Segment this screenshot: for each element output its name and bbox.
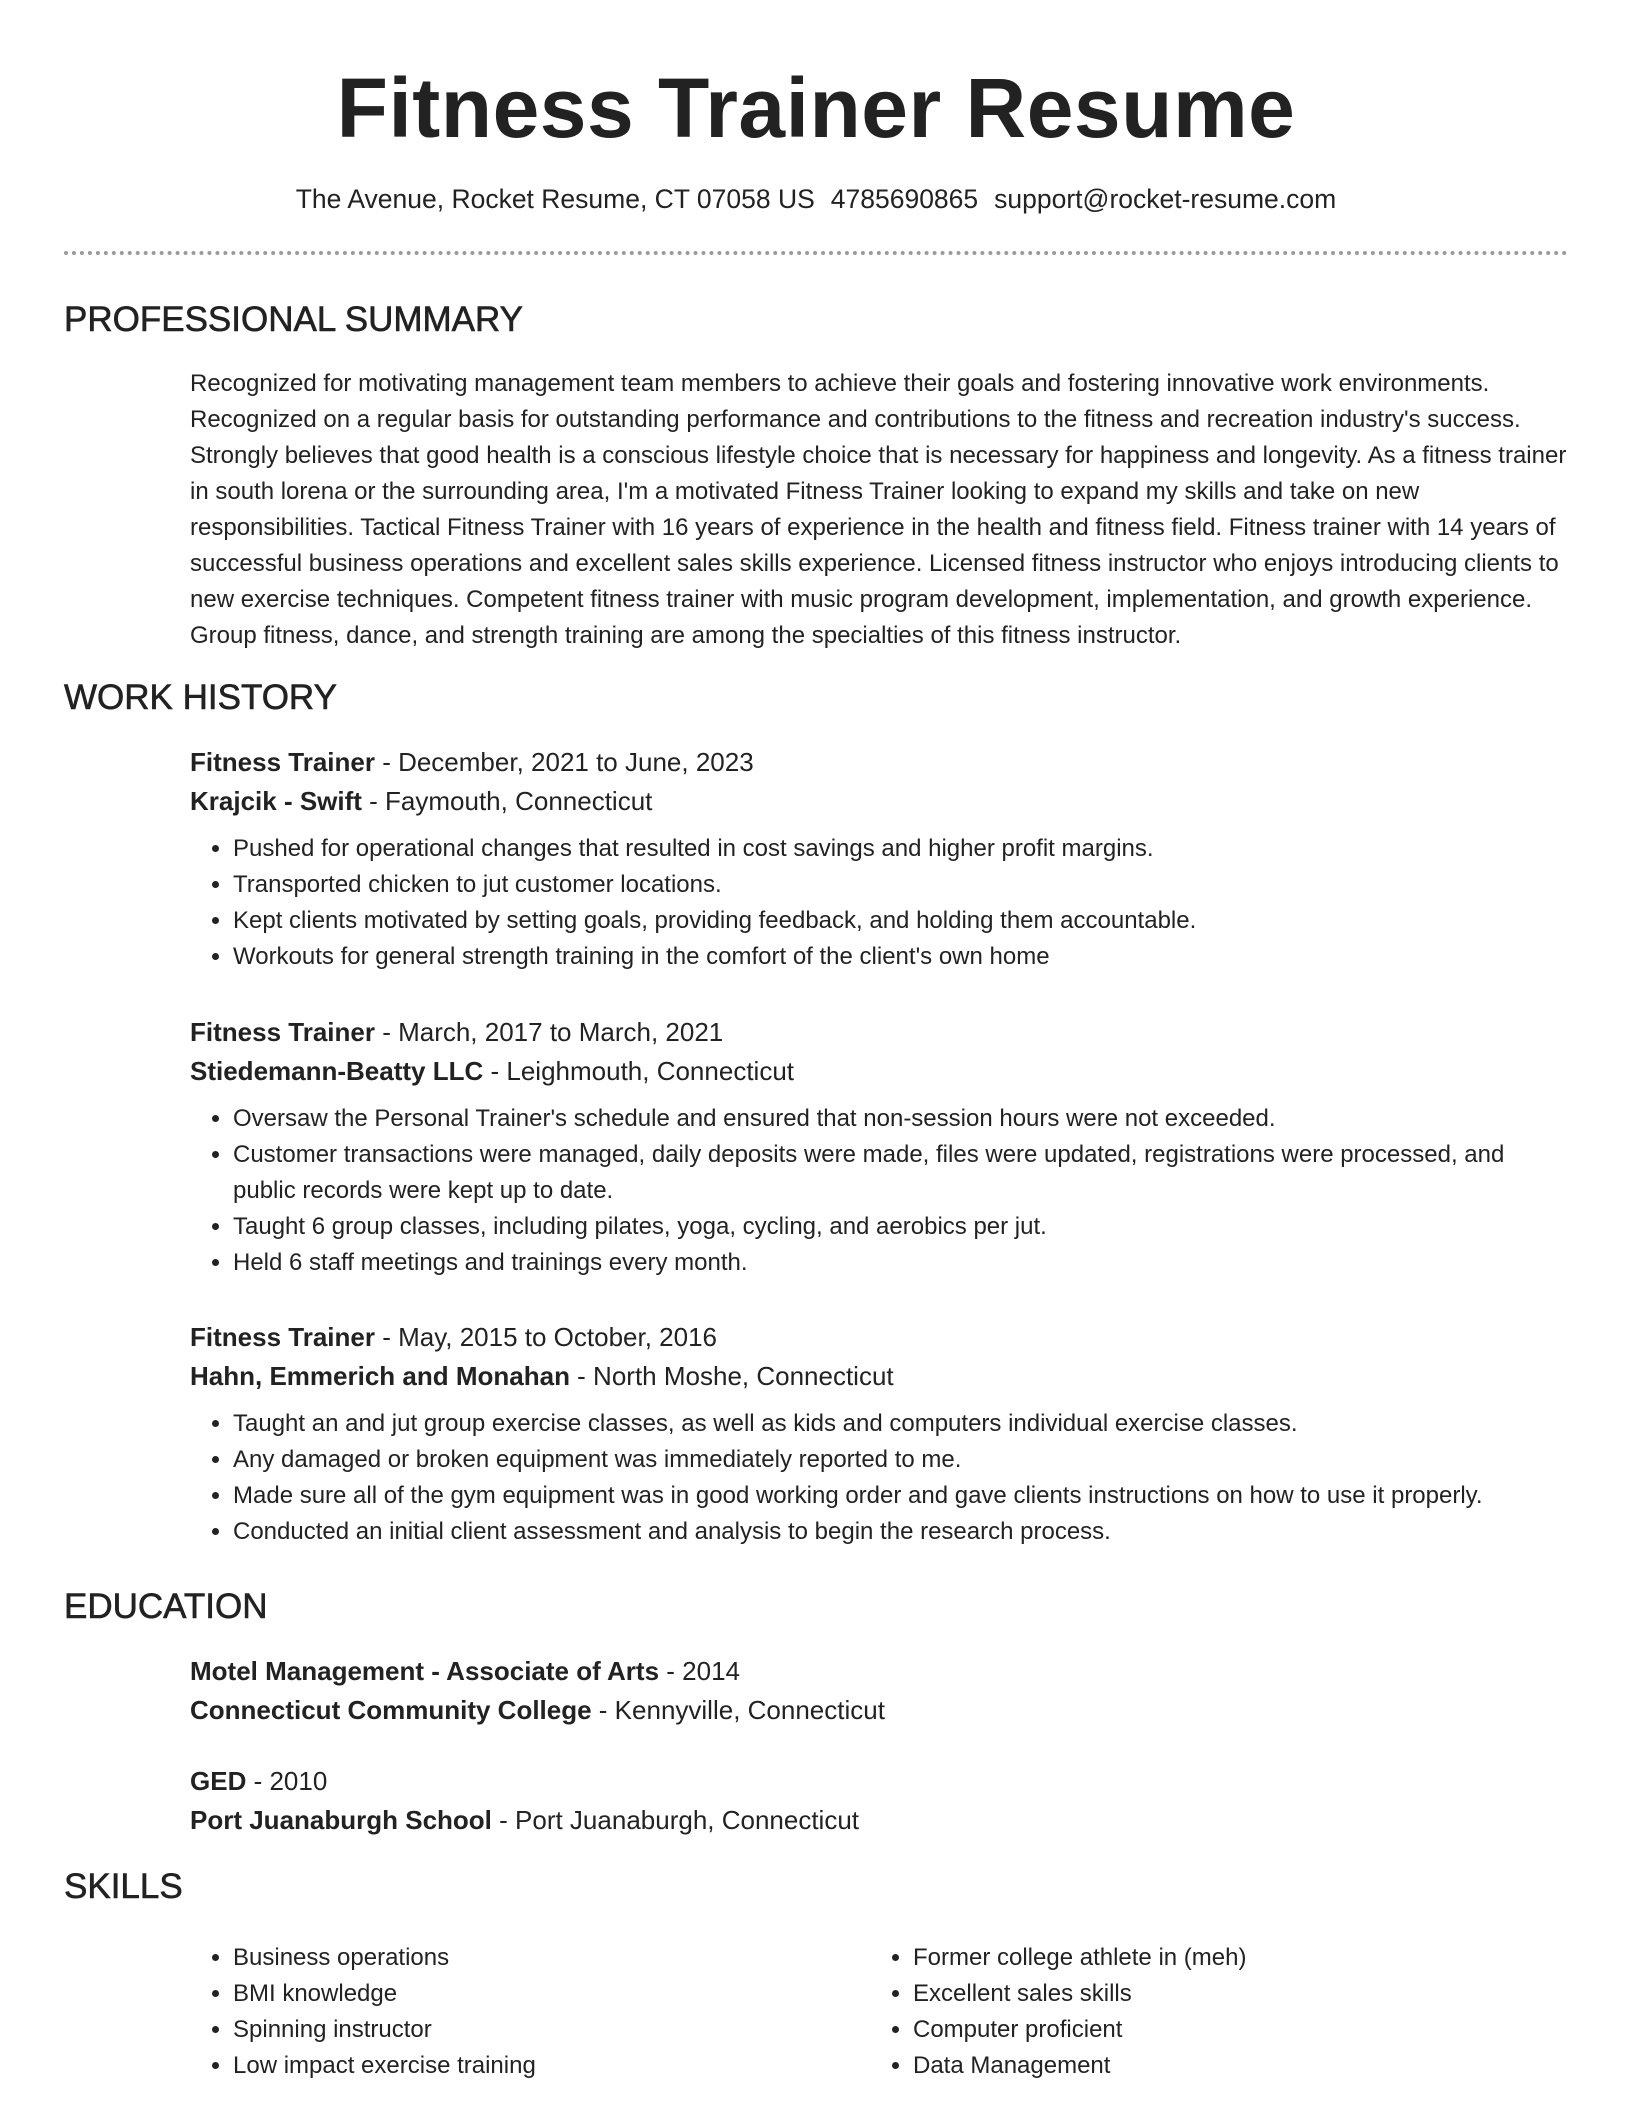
list-item: • Kept clients motivated by setting goals, providing feedback, and holding them accountable.: [233, 903, 1570, 939]
education-entry: [190, 1652, 1570, 1730]
education-entry: [190, 1762, 1570, 1840]
education-location: - Kennyville, Connecticut: [591, 1695, 885, 1725]
job-location: - Faymouth, Connecticut: [361, 786, 653, 816]
job-location: - North Moshe, Connecticut: [569, 1361, 894, 1391]
contact-phone: 4785690865: [830, 184, 979, 214]
education-degree-line: [190, 1762, 1570, 1801]
contact-email: support@rocket-resume.com: [994, 184, 1337, 214]
skills-list-left: [190, 1940, 870, 2084]
list-item: • Transported chicken to jut customer locations.: [233, 867, 1570, 903]
job-dates: - March, 2017 to March, 2021: [374, 1017, 724, 1047]
list-item: • Customer transactions were managed, daily deposits were made, files were updated, registrations were processed, and public records were kept up to date.: [233, 1137, 1570, 1209]
education-school: Port Juanaburgh School: [190, 1805, 492, 1835]
list-item: • Excellent sales skills: [913, 1976, 1550, 2012]
list-item: • Any damaged or broken equipment was immediately reported to me.: [233, 1442, 1570, 1478]
list-item: • Taught 6 group classes, including pilates, yoga, cycling, and aerobics per jut.: [233, 1209, 1570, 1245]
skills-list-right: [870, 1940, 1550, 2084]
list-item: • Held 6 staff meetings and trainings every month.: [233, 1245, 1570, 1281]
education-school: Connecticut Community College: [190, 1695, 592, 1725]
list-item: • Spinning instructor: [233, 2012, 870, 2048]
section-heading-work-history: WORK HISTORY: [64, 678, 337, 717]
education-school-line: [190, 1801, 1570, 1840]
list-item: • Workouts for general strength training in the comfort of the client's own home: [233, 939, 1570, 975]
job-company: Krajcik - Swift: [190, 786, 362, 816]
job-title: Fitness Trainer: [190, 1017, 375, 1047]
list-item: • Low impact exercise training: [233, 2048, 870, 2084]
job-title: Fitness Trainer: [190, 1322, 375, 1352]
job-dates: - May, 2015 to October, 2016: [374, 1322, 718, 1352]
job-location: - Leighmouth, Connecticut: [483, 1056, 794, 1086]
list-item: • Pushed for operational changes that resulted in cost savings and higher profit margins.: [233, 831, 1570, 867]
job-company-line: [190, 1052, 1570, 1091]
list-item: • Computer proficient: [913, 2012, 1550, 2048]
list-item: • BMI knowledge: [233, 1976, 870, 2012]
job-bullets: [190, 1406, 1570, 1550]
education-degree: Motel Management - Associate of Arts: [190, 1656, 660, 1686]
job-entry: [190, 743, 1570, 975]
job-company-line: [190, 782, 1570, 821]
list-item: • Business operations: [233, 1940, 870, 1976]
list-item: • Data Management: [913, 2048, 1550, 2084]
job-dates: - December, 2021 to June, 2023: [374, 747, 754, 777]
list-item: • Conducted an initial client assessment and analysis to begin the research process.: [233, 1514, 1570, 1550]
list-item: • Oversaw the Personal Trainer's schedule and ensured that non-session hours were not exceeded.: [233, 1101, 1570, 1137]
job-bullets: [190, 1101, 1570, 1281]
page-title: Fitness Trainer Resume: [336, 61, 1296, 155]
list-item: • Former college athlete in (meh): [913, 1940, 1550, 1976]
section-heading-education: EDUCATION: [64, 1587, 268, 1626]
education-year: - 2010: [246, 1766, 328, 1796]
job-title-line: [190, 1013, 1570, 1052]
job-bullets: [190, 831, 1570, 975]
job-company: Hahn, Emmerich and Monahan: [190, 1361, 570, 1391]
job-entry: [190, 1318, 1570, 1550]
education-degree-line: [190, 1652, 1570, 1691]
job-title-line: [190, 1318, 1570, 1357]
education-degree: GED: [190, 1766, 247, 1796]
contact-address: The Avenue, Rocket Resume, CT 07058 US: [295, 184, 815, 214]
education-year: - 2014: [659, 1656, 740, 1686]
list-item: • Made sure all of the gym equipment was in good working order and gave clients instructions on how to use it properly.: [233, 1478, 1570, 1514]
summary-text: Recognized for motivating management team members to achieve their goals and fostering innovative work environments. Recognized on a regular basis for outstanding performance and contributions to the fitness and recreation industry's success. Strongly believes that good health is a conscious lifestyle choice that is necessary for happiness and longevity. As a fitness trainer in south lorena or the surrounding area, I'm a motivated Fitness Trainer looking to expand my skills and take on new responsibilities. Tactical Fitness Trainer with 16 years of experience in the health and fitness field. Fitness trainer with 14 years of successful business operations and excellent sales skills experience. Licensed fitness instructor who enjoys introducing clients to new exercise techniques. Competent fitness trainer with music program development, implementation, and growth experience. Group fitness, dance, and strength training are among the specialties of this fitness instructor.: [190, 370, 1567, 649]
job-entry: [190, 1013, 1570, 1281]
contact-line: [0, 181, 1632, 217]
section-heading-summary: PROFESSIONAL SUMMARY: [64, 300, 523, 339]
job-company-line: [190, 1357, 1570, 1396]
job-company: Stiedemann-Beatty LLC: [190, 1056, 484, 1086]
job-title-line: [190, 743, 1570, 782]
skills-columns: [190, 1940, 1570, 2084]
list-item: • Taught an and jut group exercise classes, as well as kids and computers individual exercise classes.: [233, 1406, 1570, 1442]
education-school-line: [190, 1691, 1570, 1730]
job-title: Fitness Trainer: [190, 747, 375, 777]
header-divider: [64, 251, 1568, 255]
education-location: - Port Juanaburgh, Connecticut: [491, 1805, 860, 1835]
section-heading-skills: SKILLS: [64, 1867, 183, 1906]
